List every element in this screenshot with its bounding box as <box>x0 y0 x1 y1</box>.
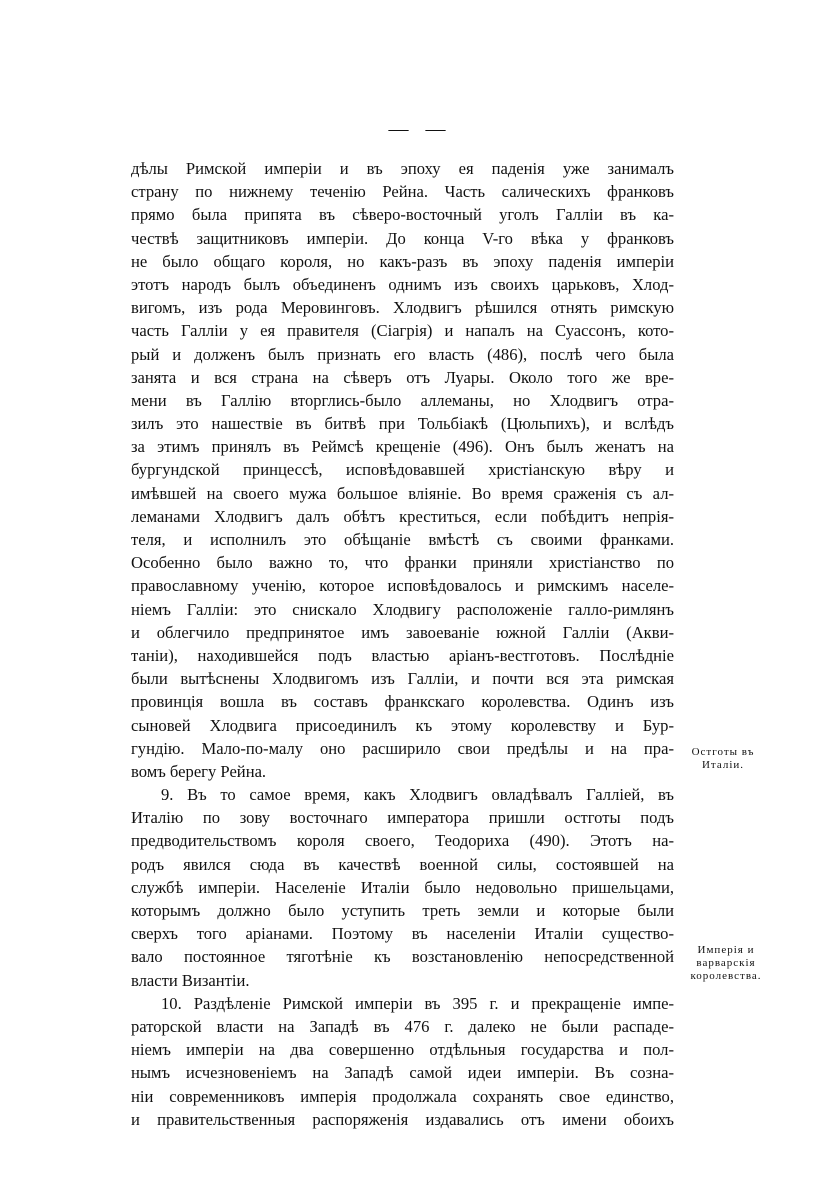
text-line: вомъ берегу Рейна. <box>131 761 267 781</box>
text-line: православному ученію, которое исповѣдовалось и римскимъ населе- <box>131 576 674 596</box>
text-line: бургундской принцессѣ, исповѣдовавшей христіанскую вѣру и <box>131 460 674 480</box>
text-line: этотъ народъ былъ объединенъ однимъ изъ своихъ царьковъ, Хлод- <box>131 274 674 294</box>
text-line: таніи), находившейся подъ властью аріанъ-вестготовъ. Послѣдніе <box>131 645 674 665</box>
text-line: зилъ это нашествіе въ битвѣ при Тольбіакѣ (Цюльпихъ), и вслѣдъ <box>131 414 674 434</box>
text-line: занята и вся страна на сѣверъ отъ Луары. Около того же вре- <box>131 367 674 387</box>
margin-note-ostgoths: Остготы въ Италіи. <box>691 746 755 771</box>
text-line: вало постоянное тяготѣніе къ возстановленію непосредственной <box>131 947 674 967</box>
text-line: страну по нижнему теченію Рейна. Часть салическихъ франковъ <box>131 182 674 202</box>
text-line: Италію по зову восточнаго императора пришли остготы подъ <box>131 808 674 828</box>
text-line: ніи современниковъ имперія продолжала сохранять свое единство, <box>131 1086 674 1106</box>
page-header: — — <box>388 118 452 140</box>
paragraph-10-start: 10. Раздѣленіе Римской имперіи въ 395 г. и прекращеніе импе- <box>161 993 674 1013</box>
text-line: имѣвшей на своего мужа большое вліяніе. Во время сраженія съ ал- <box>131 483 674 503</box>
text-line: дѣлы Римской имперіи и въ эпоху ея паденія уже занималъ <box>131 159 674 178</box>
text-line: провинція вошла въ составъ франкскаго королевства. Одинъ изъ <box>131 692 674 712</box>
text-line: рый и долженъ былъ признать его власть (486), послѣ чего была <box>131 344 674 364</box>
text-line: были вытѣснены Хлодвигомъ изъ Галліи, и почти вся эта римская <box>131 669 674 689</box>
text-line: службѣ имперіи. Населеніе Италіи было недовольно пришельцами, <box>131 877 674 897</box>
text-line: ніемъ имперіи на два совершенно отдѣльныя государства и пол- <box>131 1040 674 1060</box>
text-line: и правительственныя распоряженія издавались отъ имени обоихъ <box>131 1109 674 1129</box>
text-line: не было общаго короля, но какъ-разъ въ эпоху паденія имперіи <box>131 251 674 271</box>
text-line: власти Византіи. <box>131 970 250 990</box>
text-line: нымъ исчезновеніемъ на Западѣ самой идеи имперіи. Въ сознa- <box>131 1063 674 1083</box>
text-line: предводительствомъ короля своего, Теодориха (490). Этотъ на- <box>131 831 674 851</box>
text-line: родъ явился сюда въ качествѣ военной силы, состоявшей на <box>131 854 674 874</box>
text-line: леманами Хлодвигъ далъ обѣтъ креститься, если побѣдитъ непрія- <box>131 506 674 526</box>
text-line: вигомъ, изъ рода Меровинговъ. Хлодвигъ рѣшился отнять римскую <box>131 298 674 318</box>
text-line: сыновей Хлодвига присоединилъ къ этому королевству и Бур- <box>131 715 674 735</box>
text-line: сверхъ того аріанами. Поэтому въ населеніи Италіи существо- <box>131 924 674 944</box>
text-line: теля, и исполнилъ это обѣщаніе вмѣстѣ съ своими франками. <box>131 530 674 549</box>
body-text <box>131 157 674 1131</box>
margin-note-empire-kingdoms: Имперія и варварскія королевства. <box>690 944 762 982</box>
text-line: раторской власти на Западѣ въ 476 г. далеко не были распаде- <box>131 1016 674 1036</box>
text-line: прямо была припята въ сѣверо-восточный уголъ Галліи въ ка- <box>131 205 674 225</box>
text-line: часть Галліи у ея правителя (Сіагрія) и напалъ на Суассонъ, кото- <box>131 321 674 341</box>
text-line: гундію. Мало-по-малу оно расширило свои предѣлы и на пра- <box>131 738 674 758</box>
text-line: мени въ Галлію вторглись-было аллеманы, но Хлодвигъ отра- <box>131 390 674 410</box>
text-line: ніемъ Галліи: это снискало Хлодвигу расположеніе галло-римлянъ <box>131 599 674 619</box>
text-line: которымъ должно было уступить треть земли и которые были <box>131 901 674 920</box>
text-line: за этимъ принялъ въ Реймсѣ крещеніе (496). Онъ былъ женатъ на <box>131 437 674 457</box>
text-line: и облегчило предпринятое имъ завоеваніе южной Галліи (Акви- <box>131 622 674 642</box>
text-line: чествѣ защитниковъ имперіи. До конца V-го вѣка у франковъ <box>131 228 674 248</box>
paragraph-9-start: 9. Въ то самое время, какъ Хлодвигъ овладѣвалъ Галліей, въ <box>161 785 674 805</box>
text-line: Особенно было важно то, что франки приняли христіанство по <box>131 553 674 573</box>
